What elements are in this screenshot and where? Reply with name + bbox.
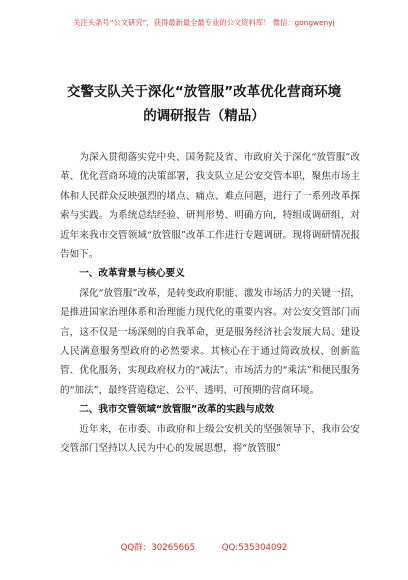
footer-qq-group: QQ群：30265665 (120, 543, 196, 553)
title-line-2: 的调研报告（精品） (143, 108, 265, 124)
paragraph-intro: 为深入贯彻落实党中央、国务院及省、市政府关于深化“放管服”改革、优化营商环境的决策部署，我支队立足公安交管本职，聚焦市场主体和人民群众反映强烈的堵点、痛点、难点问题，进行了一系列改革探索与实践。为系统总结经验、研判形势、明确方向，特组成调研组，对近年来我市交管领域“放管服”改革工作进行专题调研。现将调研情况报告如下。 (60, 152, 360, 261)
header-banner: 关注头条号“公文研究”，获得最新最全最专业的公文资料库！ 微信：gongwenyj (73, 18, 335, 27)
section-heading-2: 二、我市交管领域“放管服”改革的实践与成效 (79, 404, 275, 416)
document-title (30, 80, 378, 128)
footer-qq: QQ:535304092 (221, 543, 288, 553)
paragraph-background: 深化“放管服”改革，是转变政府职能、激发市场活力的关键一招，是推进国家治理体系和治理能力现代化的重要内容。对公安交管部门而言，这不仅是一场深刻的自我革命，更是服务经济社会发展大局、建设人民满意服务型政府的必然要求。其核心在于通过简政放权、创新监管、优化服务，实现政府权力的“减法”、市场活力的“乘法”和便民服务的“加法”，最终营造稳定、公平、透明、可预期的营商环境。 (60, 287, 360, 396)
section-heading-1: 一、改革背景与核心要义 (79, 268, 185, 280)
document-body (60, 148, 360, 459)
paragraph-practice: 近年来，在市委、市政府和上级公安机关的坚强领导下，我市公安交管部门坚持以人民为中心的发展思想，将“放管服” (60, 423, 360, 455)
title-line-1: 交警支队关于深化“放管服”改革优化营商环境 (66, 84, 342, 100)
footer-banner (0, 541, 408, 553)
